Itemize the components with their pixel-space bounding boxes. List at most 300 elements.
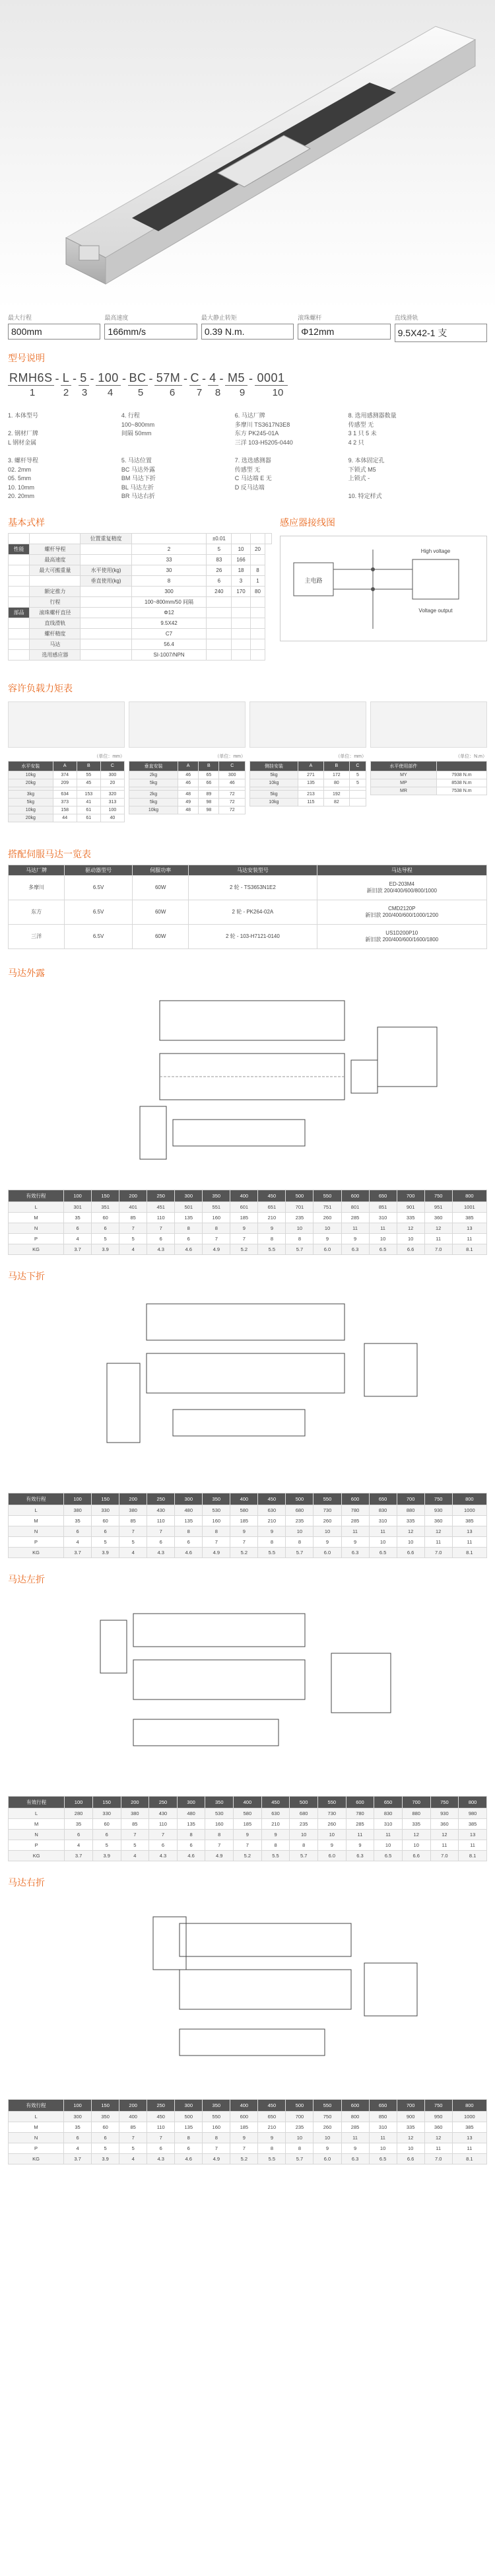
table-row [129, 790, 246, 798]
table-cell: 5kg [250, 771, 298, 779]
table-header-cell: 水平安装 [9, 761, 53, 771]
table-cell: 172 [323, 771, 349, 779]
table-cell [232, 533, 251, 544]
table-cell: 6 [175, 1536, 203, 1547]
table-row [129, 806, 246, 814]
table-cell: 9 [314, 2143, 341, 2153]
table-row [9, 900, 487, 924]
table-cell: P [9, 1840, 65, 1850]
table-cell: 11 [374, 1829, 403, 1840]
table-cell: 6.5 [369, 2153, 397, 2164]
table-cell: 730 [314, 1505, 341, 1515]
dim-table-down-wrap [0, 1493, 495, 1558]
table-cell: 5 [92, 2143, 119, 2153]
table-cell: 450 [147, 2111, 175, 2122]
table-cell: 158 [53, 806, 77, 814]
table-cell: 980 [459, 1808, 487, 1818]
table-cell: 螺杆精度 [30, 628, 81, 639]
table-cell [30, 533, 81, 544]
table-header-cell [436, 761, 486, 771]
table-cell: 650 [369, 1190, 397, 1201]
table-row [9, 554, 272, 565]
table-cell: 100 [64, 1493, 92, 1505]
table-cell [250, 639, 265, 649]
model-code-separator: - [219, 372, 224, 385]
table-row [9, 1526, 487, 1536]
table-cell: 135 [175, 2122, 203, 2132]
table-cell: 10 [402, 1840, 430, 1850]
table-cell: 4 [119, 1547, 147, 1557]
table-cell: 110 [147, 1515, 175, 1526]
table-cell: 360 [424, 1515, 452, 1526]
table-cell: 位置重复精度 [81, 533, 131, 544]
table-cell: L [9, 1505, 64, 1515]
table-cell: 700 [397, 1493, 424, 1505]
table-cell: 8 [203, 2132, 230, 2143]
table-cell: 20 [250, 544, 265, 554]
table-cell: 7 [230, 1536, 258, 1547]
table-cell: 235 [286, 2122, 314, 2132]
dim-table-right-wrap [0, 2099, 495, 2165]
load-vertical-image [129, 701, 246, 748]
dim-table-down [8, 1493, 487, 1558]
table-cell: 250 [149, 1796, 178, 1808]
table-cell: 350 [203, 1190, 230, 1201]
table-cell: 530 [205, 1808, 234, 1818]
table-cell: 35 [64, 2122, 92, 2132]
table-cell: 11 [452, 1536, 486, 1547]
table-cell: 800 [452, 2099, 486, 2111]
table-cell: 最大可搬重量 [30, 565, 81, 575]
table-cell: 10 [314, 1526, 341, 1536]
table-cell: 450 [258, 2099, 286, 2111]
section-title-sensor: 感应器接线图 [280, 517, 335, 528]
table-cell: 40 [100, 814, 124, 822]
table-cell: 7 [121, 1829, 149, 1840]
table-cell [9, 649, 30, 660]
table-row [9, 1201, 487, 1212]
table-cell: 750 [430, 1796, 459, 1808]
table-row [9, 1212, 487, 1223]
model-code-number: 6 [169, 387, 176, 398]
table-cell: 有效行程 [9, 2099, 64, 2111]
section-title-model: 型号说明 [8, 353, 45, 363]
model-code-number: 7 [196, 387, 203, 398]
table-cell [250, 618, 265, 628]
table-cell: 98 [199, 798, 219, 806]
table-cell: 3.7 [64, 1547, 92, 1557]
table-cell [9, 565, 30, 575]
table-cell: 66 [199, 779, 219, 787]
table-cell: 4 [64, 2143, 92, 2153]
table-cell: 2 轮 - TS3653N1E2 [189, 875, 317, 900]
table-cell: 6.6 [397, 1244, 424, 1254]
table-cell: 7.0 [424, 1244, 452, 1254]
table-cell: 10 [369, 1233, 397, 1244]
table-cell: 11 [341, 1223, 369, 1233]
table-cell: 880 [397, 1505, 424, 1515]
model-code-number: 9 [239, 387, 246, 398]
table-cell: 6.0 [314, 1244, 341, 1254]
sensor-main-circuit-label: 主电路 [304, 577, 323, 584]
table-row [9, 2153, 487, 2164]
table-cell: 6 [64, 1223, 92, 1233]
table-cell: 600 [346, 1796, 374, 1808]
table-cell: 20kg [9, 814, 53, 822]
table-cell: 780 [346, 1808, 374, 1818]
table-cell: 450 [258, 1190, 286, 1201]
table-cell: 160 [203, 2122, 230, 2132]
table-cell: 18 [232, 565, 251, 575]
table-cell: 235 [286, 1212, 314, 1223]
table-cell: 11 [369, 2132, 397, 2143]
dim-table-left-wrap [0, 1796, 495, 1861]
table-row [250, 798, 366, 806]
table-cell: 100 [64, 2099, 92, 2111]
table-cell: Φ12 [131, 607, 207, 618]
table-cell: 150 [92, 1493, 119, 1505]
table-cell: 7 [147, 1223, 175, 1233]
load-table-unit: （单位：mm） [214, 754, 246, 759]
table-cell: 5 [349, 779, 366, 787]
table-cell: 6.3 [341, 1547, 369, 1557]
motor-table [8, 865, 487, 949]
legend-item: 1. 本体型号 2. 钢材厂牌 L 钢材金属 [8, 412, 39, 446]
load-table-block [8, 753, 125, 822]
table-row [250, 790, 366, 798]
table-cell: 551 [203, 1201, 230, 1212]
table-cell: 260 [317, 1818, 346, 1829]
table-cell [81, 596, 131, 607]
dim-table-right [8, 2099, 487, 2165]
table-cell: 9 [258, 2132, 286, 2143]
table-header-cell: B [323, 761, 349, 771]
legend-item: 5. 马达位置 BC 马达外露 BM 马达下折 BL 马达左折 BR 马达右折 [121, 457, 156, 499]
table-cell: 61 [77, 814, 100, 822]
table-cell: 1001 [452, 1201, 486, 1212]
table-cell: 200 [119, 1190, 147, 1201]
table-cell: 150 [92, 1796, 121, 1808]
table-cell: 41 [77, 798, 100, 806]
table-cell: 8 [290, 1840, 318, 1850]
table-header-cell: B [77, 761, 100, 771]
table-cell: 5 [92, 1536, 119, 1547]
table-row [9, 1223, 487, 1233]
table-cell: 8 [261, 1840, 290, 1850]
table-cell: CMD2120P 新旧款 200/400/600/1000/1200 [317, 900, 486, 924]
table-cell [30, 575, 81, 586]
drawing-right [8, 1897, 487, 2095]
model-code-separator: - [55, 372, 60, 385]
table-cell: 2kg [129, 771, 178, 779]
table-cell: 72 [219, 798, 246, 806]
table-row [9, 1796, 487, 1808]
table-cell: 多摩川 [9, 875, 65, 900]
table-cell: 6.0 [317, 1850, 346, 1861]
table-cell: 115 [298, 798, 323, 806]
table-cell [232, 628, 251, 639]
table-cell: 650 [369, 2099, 397, 2111]
table-cell: 7 [203, 2143, 230, 2153]
load-table-block [129, 753, 246, 822]
table-cell: 880 [402, 1808, 430, 1818]
table-cell: 135 [175, 1212, 203, 1223]
table-cell [81, 618, 131, 628]
table-cell: 350 [92, 2111, 119, 2122]
load-horizontal-image [8, 701, 125, 748]
table-cell: C7 [131, 628, 207, 639]
table-cell: 8.1 [459, 1850, 487, 1861]
table-cell: 6 [92, 1526, 119, 1536]
table-cell: 310 [369, 1212, 397, 1223]
table-cell: N [9, 1526, 64, 1536]
table-cell: 313 [100, 798, 124, 806]
table-cell: 5 [92, 1840, 121, 1850]
table-cell: 4 [119, 2153, 147, 2164]
table-cell: 9 [341, 1233, 369, 1244]
table-cell: 9 [346, 1840, 374, 1850]
table-cell: 550 [317, 1796, 346, 1808]
table-cell: 7 [149, 1829, 178, 1840]
table-cell: 7 [147, 1526, 175, 1536]
table-row [9, 1829, 487, 1840]
table-cell: 10 [369, 1536, 397, 1547]
table-cell: 380 [121, 1808, 149, 1818]
drawing-left [8, 1594, 487, 1792]
table-cell: 200 [121, 1796, 149, 1808]
table-header-cell: 马达厂牌 [9, 865, 65, 875]
table-cell: 11 [459, 1840, 487, 1850]
table-cell: 7 [234, 1840, 262, 1850]
table-header-cell: 伺服功率 [133, 865, 189, 875]
table-cell: 374 [53, 771, 77, 779]
table-cell [207, 607, 232, 618]
table-cell: 500 [286, 2099, 314, 2111]
table-cell: 300 [64, 2111, 92, 2122]
table-row [9, 544, 272, 554]
table-header-cell: 水平使用部件 [371, 761, 437, 771]
table-cell [232, 596, 251, 607]
table-row [371, 779, 487, 787]
table-cell: 3.7 [64, 1244, 92, 1254]
table-cell: 额定推力 [30, 586, 81, 596]
table-cell: 8 [258, 1536, 286, 1547]
table-cell: 335 [397, 1515, 424, 1526]
table-cell: US1D200P10 新旧款 200/400/600/1600/1800 [317, 924, 486, 948]
table-row [9, 2132, 487, 2143]
model-code-segment: BC [129, 371, 147, 384]
table-cell: 5 [119, 2143, 147, 2153]
table-cell: 210 [261, 1818, 290, 1829]
table-cell: 630 [261, 1808, 290, 1818]
table-cell: 60W [133, 900, 189, 924]
table-cell: 110 [147, 1212, 175, 1223]
drawing-top [8, 987, 487, 1186]
sensor-wiring-box [280, 536, 487, 641]
table-cell: 4.9 [203, 1547, 230, 1557]
table-header-cell: A [298, 761, 323, 771]
section-title-down: 马达下折 [8, 1270, 45, 1281]
table-row [9, 1190, 487, 1201]
table-cell: 600 [341, 1190, 369, 1201]
table-cell: 8 [250, 565, 265, 575]
table-cell: 192 [323, 790, 349, 798]
drawing-right-svg [8, 1897, 487, 2095]
sensor-diagram [280, 512, 487, 661]
table-cell: 310 [369, 2122, 397, 2132]
table-cell: 4.6 [177, 1850, 205, 1861]
dim-table-left [8, 1796, 487, 1861]
table-header-row [9, 865, 487, 875]
table-cell: 8 [205, 1829, 234, 1840]
table-cell: 三洋 [9, 924, 65, 948]
table-cell: 72 [219, 790, 246, 798]
table-row [9, 771, 125, 779]
table-cell: 680 [286, 1505, 314, 1515]
table-cell: 3.7 [65, 1850, 93, 1861]
table-cell: 400 [230, 2099, 258, 2111]
table-cell: 61 [77, 806, 100, 814]
table-cell: 310 [369, 1515, 397, 1526]
table-row [371, 771, 487, 779]
table-cell: 650 [374, 1796, 403, 1808]
table-cell: 5 [207, 544, 232, 554]
table-cell: MR [371, 787, 437, 795]
table-cell [81, 649, 131, 660]
table-cell: 800 [341, 2111, 369, 2122]
table-cell: 430 [147, 1505, 175, 1515]
model-code-number: 1 [29, 387, 36, 398]
table-cell: 250 [147, 2099, 175, 2111]
table-cell: 8 [286, 2143, 314, 2153]
table-cell: 4 [65, 1840, 93, 1850]
table-cell: 4 [121, 1850, 149, 1861]
table-row [9, 1233, 487, 1244]
table-cell: 100 [65, 1796, 93, 1808]
table-cell: 5 [92, 1233, 119, 1244]
legend-item: 4. 行程 100~800mm 间隔 50mm [121, 412, 155, 437]
table-cell [250, 607, 265, 618]
table-cell: 1000 [452, 2111, 486, 2122]
basic-spec-table [8, 533, 272, 661]
table-cell: N [9, 1223, 64, 1233]
load-moment-image [370, 701, 487, 748]
table-cell: 83 [207, 554, 232, 565]
table-header-cell: A [53, 761, 77, 771]
table-cell: 11 [424, 1233, 452, 1244]
table-cell: 11 [424, 2143, 452, 2153]
drawing-left-svg [8, 1594, 487, 1792]
table-cell [81, 586, 131, 596]
table-cell: 285 [341, 2122, 369, 2132]
table-cell: 2 [131, 544, 207, 554]
table-cell: 12 [397, 1223, 424, 1233]
load-table-unit: （单位：mm） [94, 754, 125, 759]
table-cell: 350 [205, 1796, 234, 1808]
table-row [129, 779, 246, 787]
table-cell: 45 [77, 779, 100, 787]
table-cell: 46 [178, 779, 198, 787]
table-cell: 5.7 [286, 1244, 314, 1254]
table-cell [232, 618, 251, 628]
table-cell: 44 [53, 814, 77, 822]
table-cell: 11 [369, 1223, 397, 1233]
model-code-segment: RMH6S [9, 371, 53, 384]
section-title-motor: 搭配伺服马达一览表 [8, 848, 91, 859]
table-cell: 6 [175, 2143, 203, 2153]
table-cell: L [9, 2111, 64, 2122]
model-code-numbers [8, 387, 487, 398]
table-cell: 11 [346, 1829, 374, 1840]
table-cell [81, 628, 131, 639]
table-cell: 11 [430, 1840, 459, 1850]
table-cell: 9 [258, 1526, 286, 1536]
table-cell: 830 [374, 1808, 403, 1818]
table-cell: 6.3 [346, 1850, 374, 1861]
table-row [9, 806, 125, 814]
table-cell: 930 [430, 1808, 459, 1818]
table-cell: 10 [314, 1223, 341, 1233]
model-code-separator: - [148, 372, 154, 385]
table-cell: 7538 N.m [436, 787, 486, 795]
table-row [9, 1536, 487, 1547]
table-cell: 335 [397, 2122, 424, 2132]
table-cell: 630 [258, 1505, 286, 1515]
table-cell: 6 [147, 1233, 175, 1244]
table-row [9, 1515, 487, 1526]
table-cell: 166 [232, 554, 251, 565]
table-cell: 550 [314, 1190, 341, 1201]
table-cell: 260 [314, 2122, 341, 2132]
table-cell [207, 618, 232, 628]
table-cell: 10kg [9, 771, 53, 779]
table-cell: 56.4 [131, 639, 207, 649]
table-cell: 5kg [129, 798, 178, 806]
table-row [371, 787, 487, 795]
table-cell: M [9, 1515, 64, 1526]
load-tables [0, 750, 495, 825]
table-cell: 螺杆导程 [30, 544, 81, 554]
table-cell: 901 [397, 1201, 424, 1212]
table-row [9, 924, 487, 948]
table-cell: 600 [230, 2111, 258, 2122]
table-cell: 170 [232, 586, 251, 596]
table-cell: KG [9, 1547, 64, 1557]
table-cell: 185 [230, 1212, 258, 1223]
table-cell: 209 [53, 779, 77, 787]
table-cell: 10 [232, 544, 251, 554]
table-cell: 10 [317, 1829, 346, 1840]
table-cell: 5.5 [258, 1244, 286, 1254]
table-cell: 210 [258, 2122, 286, 2132]
table-cell: 9 [314, 1233, 341, 1244]
table-cell: 950 [424, 2111, 452, 2122]
spec-value: 800mm [8, 324, 100, 340]
table-cell: 13 [452, 2132, 486, 2143]
table-header-cell: 驱动器型号 [65, 865, 133, 875]
table-cell: 3.9 [92, 1244, 119, 1254]
model-code-segment: 0001 [255, 371, 288, 386]
table-cell [232, 649, 251, 660]
table-cell: 5 [119, 1536, 147, 1547]
table-cell: 385 [452, 1212, 486, 1223]
table-cell [9, 575, 30, 586]
table-cell: 9 [230, 1526, 258, 1536]
table-cell: 240 [207, 586, 232, 596]
dim-table-top [8, 1190, 487, 1255]
model-legend [0, 398, 495, 507]
model-code-number: 2 [63, 387, 69, 398]
